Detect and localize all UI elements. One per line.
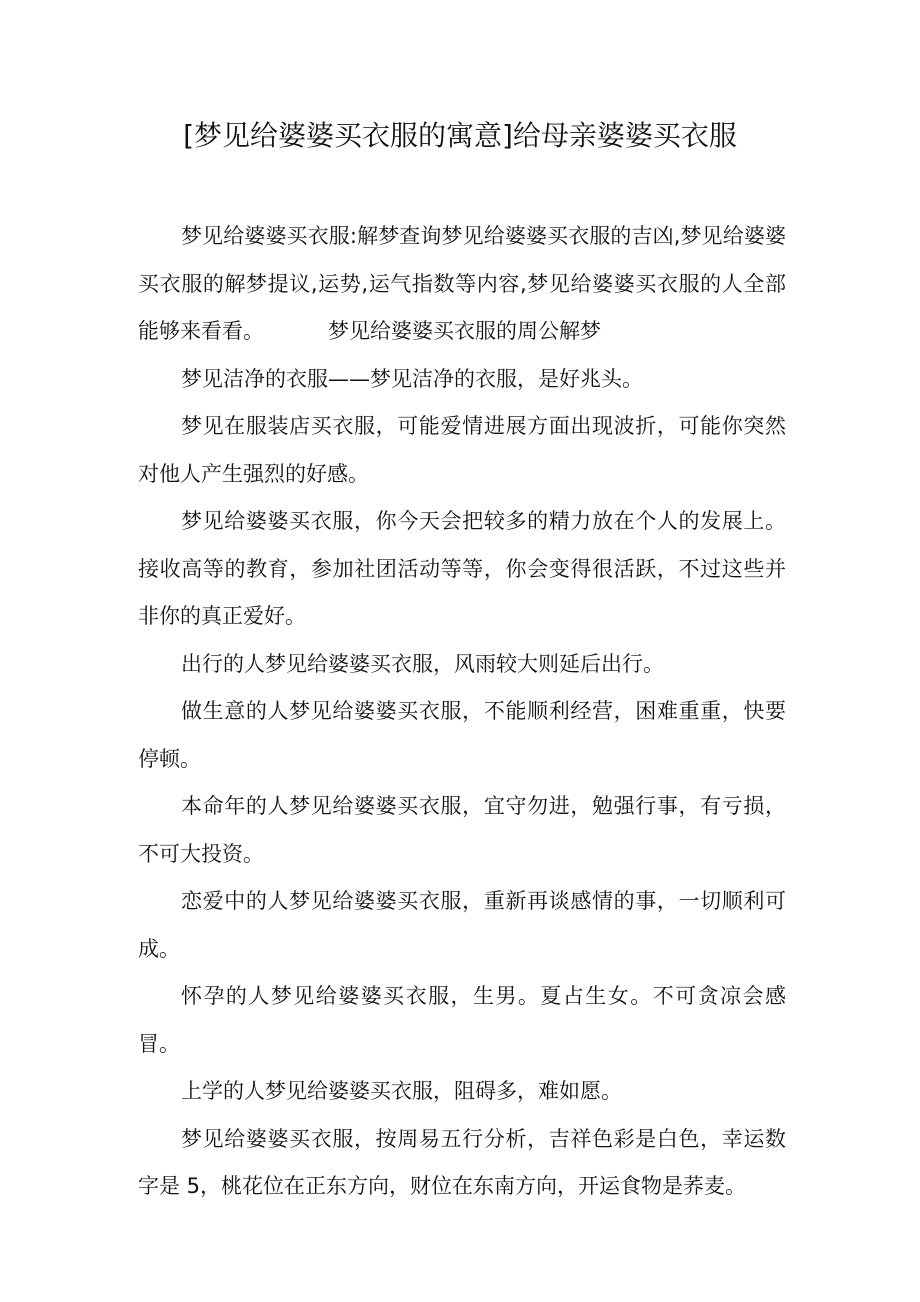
paragraph: 梦见在服装店买衣服，可能爱情进展方面出现波折，可能你突然对他人产生强烈的好感。 <box>138 414 786 486</box>
paragraph: 梦见给婆婆买衣服，按周易五行分析，吉祥色彩是白色，幸运数字是 5，桃花位在正东方向，财位在东南方向，开运食物是荞麦。 <box>138 1126 786 1198</box>
section-heading: 梦见给婆婆买衣服的周公解梦 <box>328 319 601 343</box>
document-body <box>138 213 786 1211</box>
intro-paragraph <box>138 213 786 356</box>
paragraph: 做生意的人梦见给婆婆买衣服，不能顺利经营，困难重重，快要停顿。 <box>138 699 786 771</box>
paragraph: 出行的人梦见给婆婆买衣服，风雨较大则延后出行。 <box>181 651 664 676</box>
paragraph: 上学的人梦见给婆婆买衣服，阻碍多，难如愿。 <box>181 1079 622 1103</box>
paragraph: 恋爱中的人梦见给婆婆买衣服，重新再谈感情的事，一切顺利可成。 <box>138 889 786 961</box>
paragraph: 梦见给婆婆买衣服，你今天会把较多的精力放在个人的发展上。接收高等的教育，参加社团活动等等，你会变得很活跃，不过这些并非你的真正爱好。 <box>138 509 786 628</box>
page-title: [梦见给婆婆买衣服的寓意]给母亲婆婆买衣服 <box>183 119 737 152</box>
intro-text: 梦见给婆婆买衣服:解梦查询梦见给婆婆买衣服的吉凶,梦见给婆婆买衣服的解梦提议,运势,运气指数等内容,梦见给婆婆买衣服的人全部能够来看看。 <box>138 224 786 343</box>
paragraph: 本命年的人梦见给婆婆买衣服，宜守勿进，勉强行事，有亏损，不可大投资。 <box>138 794 786 866</box>
paragraph: 怀孕的人梦见给婆婆买衣服，生男。夏占生女。不可贪凉会感冒。 <box>138 984 786 1056</box>
paragraph: 梦见洁净的衣服——梦见洁净的衣服，是好兆头。 <box>181 366 643 391</box>
